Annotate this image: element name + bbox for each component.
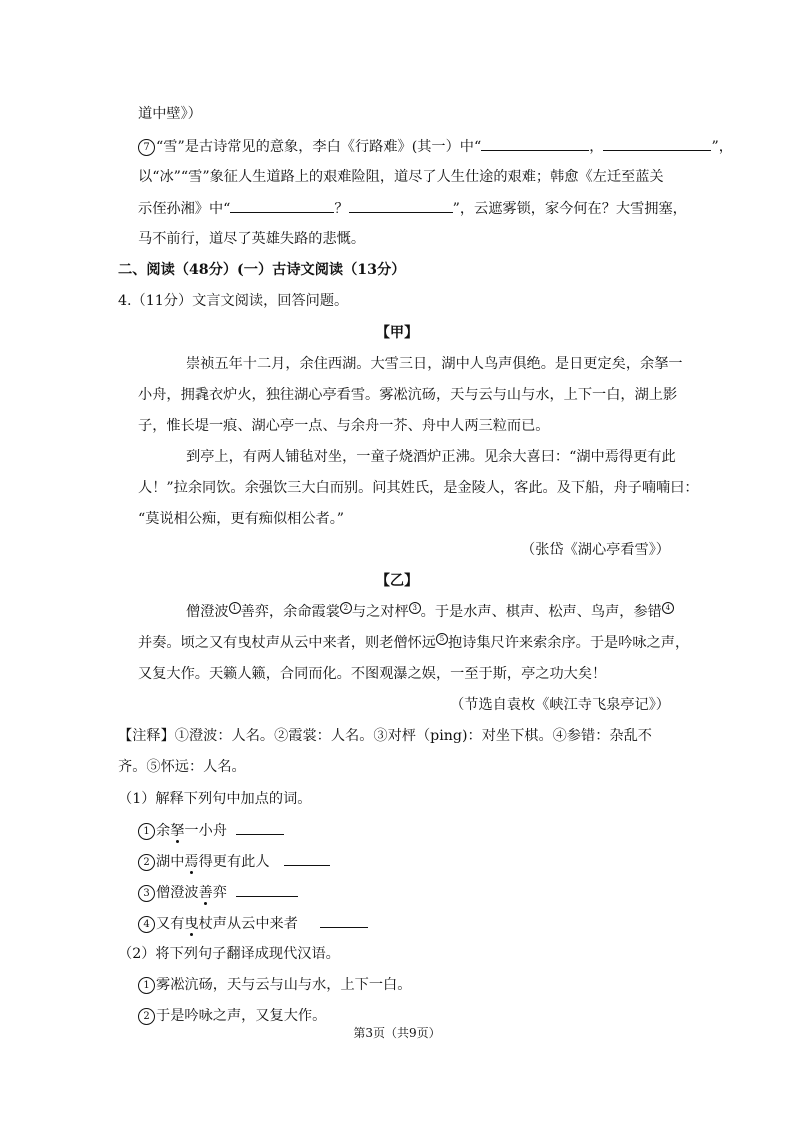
text-span: 僧澄波 <box>186 604 229 620</box>
text-span: ”， <box>711 139 733 155</box>
text-span: 。于是水声、棋声、松声、鸟声，参错 <box>420 604 662 620</box>
question-7-line-3 <box>138 198 687 219</box>
passage-source: （节选自袁枚《峡江寺飞泉亭记》） <box>450 697 670 713</box>
passage-text: 又复大作。天籁人籁，合同而化。不图观瀑之娱，一至于斯，亭之功大矣！ <box>138 666 607 682</box>
footnote-marker: 3 <box>409 602 421 614</box>
text-span: 余 <box>156 823 171 839</box>
circled-number: 2 <box>138 1008 155 1025</box>
text-span: 抱诗集尺许来索余序。于是吟咏之声， <box>447 635 690 651</box>
footnote-marker: 2 <box>340 602 352 614</box>
footnote-marker: 5 <box>436 633 448 645</box>
text-span: 示侄孙湘》中“ <box>138 201 231 217</box>
passage-text: 崇祯五年十二月，余住西湖。大雪三日，湖中人鸟声俱绝。是日更定矣，余拏一 <box>186 356 683 372</box>
passage-jia-heading: 【甲】 <box>375 325 419 341</box>
dotted-word: 曳 <box>184 916 199 932</box>
question-4-intro: 4.（11分）文言文阅读，回答问题。 <box>118 293 349 309</box>
circled-number: 1 <box>138 977 155 994</box>
passage-text <box>186 602 674 622</box>
passage-text: 到亭上，有两人铺毡对坐，一童子烧酒炉正沸。见余大喜曰：“湖中焉得更有此 <box>186 449 676 465</box>
passage-text: “莫说相公痴，更有痴似相公者。” <box>138 511 345 527</box>
sub-question-2-title: （2）将下列句子翻译成现代汉语。 <box>118 946 340 962</box>
text-span: ？ <box>334 201 349 217</box>
circled-number: 4 <box>138 916 155 933</box>
question-7-line-1 <box>138 136 733 157</box>
sub-question-1-item <box>138 882 298 903</box>
dotted-word: 善 <box>198 885 213 901</box>
text-span: 并奏。顷之又有曳杖声从云中来者，则老僧怀远 <box>138 635 436 651</box>
text-span: 杖声从云中来者 <box>198 916 298 932</box>
sub-question-2-item <box>138 975 411 995</box>
passage-yi-heading: 【乙】 <box>375 573 419 589</box>
text-span: ”，云遮雾锁，家今何在？大雪拥塞， <box>452 201 687 217</box>
passage-text: 子，惟长堤一痕、湖心亭一点、与余舟一芥、舟中人两三粒而已。 <box>138 418 550 434</box>
answer-blank[interactable] <box>603 136 711 151</box>
footnote-marker: 1 <box>229 602 241 614</box>
sub-question-1-item <box>138 820 284 841</box>
passage-source: （张岱《湖心亭看雪》） <box>521 542 670 558</box>
answer-blank[interactable] <box>481 136 589 151</box>
circled-number: 1 <box>138 823 155 840</box>
circled-number: 7 <box>138 139 155 156</box>
circled-number: 2 <box>138 854 155 871</box>
text-span: “雪”是古诗常见的意象，李白《行路难》(其一）中“ <box>156 139 482 155</box>
section-title: 二、阅读（48分）(一）古诗文阅读（13分） <box>118 262 406 278</box>
page-footer: 第3页（共9页） <box>353 1026 441 1040</box>
answer-blank[interactable] <box>230 198 334 213</box>
question-7-line-4: 马不前行，道尽了英雄失路的悲慨。 <box>138 231 366 247</box>
text-span: 于是吟咏之声，又复大作。 <box>156 1008 327 1024</box>
answer-blank[interactable] <box>349 198 453 213</box>
text-span: 善弈，余命霞裳 <box>240 604 340 620</box>
answer-blank[interactable] <box>284 851 330 866</box>
notes: 齐。⑤怀远：人名。 <box>118 759 246 775</box>
text-span: 与之对枰 <box>351 604 409 620</box>
passage-text: 人！”拉余同饮。余强饮三大白而别。问其姓氏，是金陵人，客此。及下船，舟子喃喃曰： <box>138 480 699 496</box>
notes: 【注释】①澄波：人名。②霞裳：人名。③对枰（ping)：对坐下棋。④参错：杂乱不 <box>118 728 652 744</box>
answer-blank[interactable] <box>236 820 284 835</box>
dotted-word: 拏 <box>170 823 185 839</box>
question-7-line-2: 以“冰”“雪”象征人生道路上的艰难险阻，道尽了人生仕途的艰难；韩愈《左迁至蓝关 <box>138 169 664 185</box>
text-span: 一小舟 <box>184 823 227 839</box>
text-span: 湖中 <box>156 854 185 870</box>
circled-number: 3 <box>138 885 155 902</box>
sub-question-1-title: （1）解释下列句中加点的词。 <box>118 791 312 807</box>
text-span: ， <box>589 139 604 155</box>
passage-text <box>138 633 689 653</box>
text-span: 僧澄波 <box>156 885 199 901</box>
text-span: 雾凇沆砀，天与云与山与水，上下一白。 <box>156 977 412 993</box>
text-span: 弈 <box>212 885 227 901</box>
text-line: 道中壁》） <box>138 106 202 122</box>
sub-question-1-item <box>138 913 368 934</box>
text-span: 又有 <box>156 916 185 932</box>
footnote-marker: 4 <box>662 602 674 614</box>
text-span: 得更有此人 <box>198 854 270 870</box>
passage-text: 小舟，拥毳衣炉火，独往湖心亭看雪。雾凇沆砀，天与云与山与水，上下一白，湖上影 <box>138 387 678 403</box>
answer-blank[interactable] <box>320 913 368 928</box>
sub-question-1-item <box>138 851 330 872</box>
sub-question-2-item <box>138 1006 326 1026</box>
dotted-word: 焉 <box>184 854 199 870</box>
answer-blank[interactable] <box>236 882 298 897</box>
